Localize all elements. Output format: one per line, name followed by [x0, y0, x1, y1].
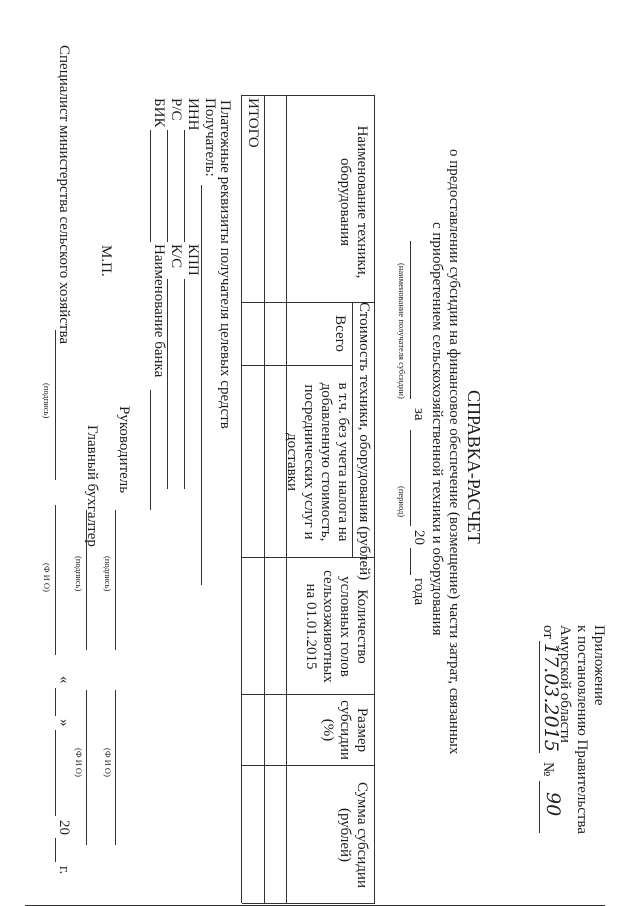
appendix-line-2: к постановлению Правительства — [574, 625, 590, 834]
head-label: Руководитель — [116, 406, 132, 494]
ks-label: К/С — [168, 244, 184, 269]
appendix-line-1: Приложение — [591, 625, 607, 706]
header-name: Наименование техники, оборудования — [337, 125, 370, 279]
date-open-quote: « — [56, 676, 72, 684]
header-cost: Стоимость техники, оборудования (рублей) — [356, 302, 372, 581]
title-line-2: с приобретением сельскохозяйственной техники и оборудования — [429, 222, 445, 636]
accountant-signature-caption: (подпись) — [74, 556, 84, 592]
bank-name-label: Наименование банка — [151, 244, 167, 378]
header-rate: Размер субсидии (%) — [320, 700, 370, 760]
chief-accountant-label: Главный бухгалтер — [84, 425, 100, 547]
recipient-underline-field — [201, 185, 202, 585]
header-quantity: Количество условных голов сельхозживотных на 01.01.2015 — [303, 570, 370, 683]
requisites-heading: Платежные реквизиты получателя целевых средств — [217, 100, 233, 429]
specialist-signature-caption: (подпись) — [42, 383, 52, 419]
appendix-number-handwritten: 90 — [542, 792, 564, 817]
recipient-caption: (наименование получателя субсидии) — [397, 263, 407, 399]
specialist-label: Специалист министерства сельского хозяйства — [56, 45, 72, 345]
year-prefix: 20 — [411, 530, 427, 545]
specialist-fio-caption: (Ф И О) — [42, 563, 52, 592]
mp-label: М.П. — [98, 245, 114, 277]
head-signature-caption: (подпись) — [103, 556, 113, 592]
recipient-label: Получатель: — [202, 98, 218, 177]
inn-label: ИНН — [185, 98, 201, 131]
header-total: Всего — [332, 315, 348, 352]
period-underline — [410, 430, 411, 526]
date-year-prefix: 20 — [56, 820, 72, 835]
for-label: за — [411, 408, 427, 421]
head-fio-caption: (Ф И О) — [103, 748, 113, 777]
date-year-suffix: г. — [56, 866, 72, 875]
appendix-date-handwritten: 17.03.2015 — [540, 643, 562, 752]
year-underline — [410, 548, 411, 575]
number-underline — [539, 781, 540, 833]
date-close-quote: » — [56, 719, 72, 727]
header-incl-vat: в т.ч. без учета налога на добавленную стоимость, посреднических услуг и доставки — [284, 382, 351, 542]
header-amount: Сумма субсидии (рублей) — [337, 782, 370, 888]
rs-label: Р/С — [168, 98, 184, 121]
document-title: СПРАВКА-РАСЧЕТ — [464, 390, 484, 544]
appendix-line-3: Амурской области — [557, 625, 573, 743]
year-suffix: года — [411, 578, 427, 606]
recipient-underline — [410, 241, 411, 399]
appendix-from-label: от — [540, 625, 556, 639]
period-caption: (период) — [397, 486, 407, 518]
appendix-number-label: № — [540, 762, 556, 777]
title-line-1: о предоставлении субсидии на финансовое обеспечение (возмещение) части затрат, связанных — [446, 149, 462, 755]
total-row-label: ИТОГО — [245, 98, 261, 148]
date-underline — [539, 641, 540, 753]
accountant-fio-caption: (Ф И О) — [74, 748, 84, 777]
bik-label: БИК — [151, 98, 167, 128]
kpp-label: КПП — [185, 244, 201, 276]
